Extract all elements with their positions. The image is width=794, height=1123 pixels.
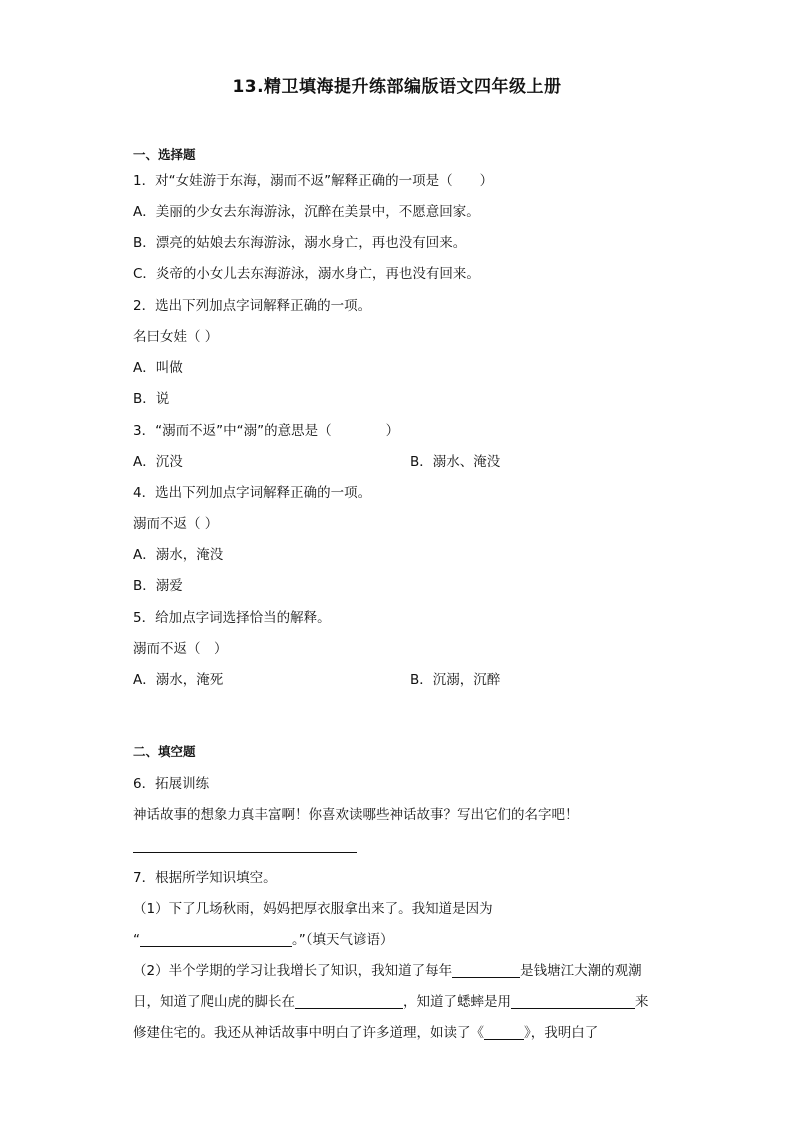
blank-myth-title[interactable] [484,1025,524,1040]
question-2-option-b: B．说 [133,391,170,407]
text-segment: 来 [635,994,649,1010]
question-1-option-c: C．炎帝的小女儿去东海游泳，溺水身亡，再也没有回来。 [133,266,480,282]
text-segment: 是钱塘江大潮的观潮 [520,963,642,979]
question-2-phrase: 名曰女娃（ ） [133,329,219,345]
text-segment: 》，我明白了 [524,1025,599,1041]
question-4-phrase: 溺而不返（ ） [133,516,219,532]
section-heading-fill: 二、填空题 [133,744,196,759]
question-7-part-2-line-2 [133,993,649,1011]
question-3-option-b: B．溺水、淹没 [410,454,501,470]
text-segment: 修建住宅的。我还从神话故事中明白了许多道理，如读了《 [133,1025,484,1041]
question-4-stem: 4．选出下列加点字词解释正确的一项。 [133,485,372,501]
text-segment: 日，知道了爬山虎的脚长在 [133,994,295,1010]
blank-tide-date[interactable] [452,963,520,978]
question-2-stem: 2．选出下列加点字词解释正确的一项。 [133,298,372,314]
question-5-stem: 5．给加点字词选择恰当的解释。 [133,610,331,626]
question-7-part-1-text: （1）下了几场秋雨，妈妈把厚衣服拿出来了。我知道是因为 [133,901,493,917]
question-7-part-2-line-1 [133,962,642,980]
question-6-text: 神话故事的想象力真丰富啊！你喜欢读哪些神话故事？写出它们的名字吧！ [133,807,579,823]
blank-weather-proverb[interactable] [140,932,292,947]
open-quote: “ [133,932,140,948]
question-4-option-a: A．溺水，淹没 [133,547,224,563]
question-6-answer-line[interactable] [133,852,357,853]
question-5-phrase: 溺而不返（ ） [133,641,228,657]
question-7-part-2-line-3 [133,1024,598,1042]
question-4-option-b: B．溺爱 [133,578,183,594]
question-3-option-a: A．沉没 [133,454,183,470]
blank-cricket-tool[interactable] [511,994,635,1009]
section-heading-choice: 一、选择题 [133,147,196,162]
question-5-option-a: A．溺水，淹死 [133,672,224,688]
question-1-stem: 1．对“女娃游于东海，溺而不返”解释正确的一项是（ ） [133,173,494,189]
question-7-stem: 7．根据所学知识填空。 [133,870,277,886]
text-segment: （2）半个学期的学习让我增长了知识，我知道了每年 [133,963,453,979]
close-quote-note: 。”（填天气谚语） [292,932,394,948]
text-segment: ，知道了蟋蟀是用 [403,994,511,1010]
question-6-stem: 6．拓展训练 [133,776,210,792]
question-3-stem: 3．“溺而不返”中“溺”的意思是（ ） [133,423,400,439]
question-1-option-b: B．漂亮的姑娘去东海游泳，溺水身亡，再也没有回来。 [133,235,467,251]
question-7-part-1-answer [133,931,394,949]
document-title: 13.精卫填海提升练部编版语文四年级上册 [232,77,562,97]
question-2-option-a: A．叫做 [133,360,183,376]
blank-ivy-feet[interactable] [295,994,403,1009]
question-1-option-a: A．美丽的少女去东海游泳，沉醉在美景中，不愿意回家。 [133,204,480,220]
question-5-option-b: B．沉溺，沉醉 [410,672,501,688]
